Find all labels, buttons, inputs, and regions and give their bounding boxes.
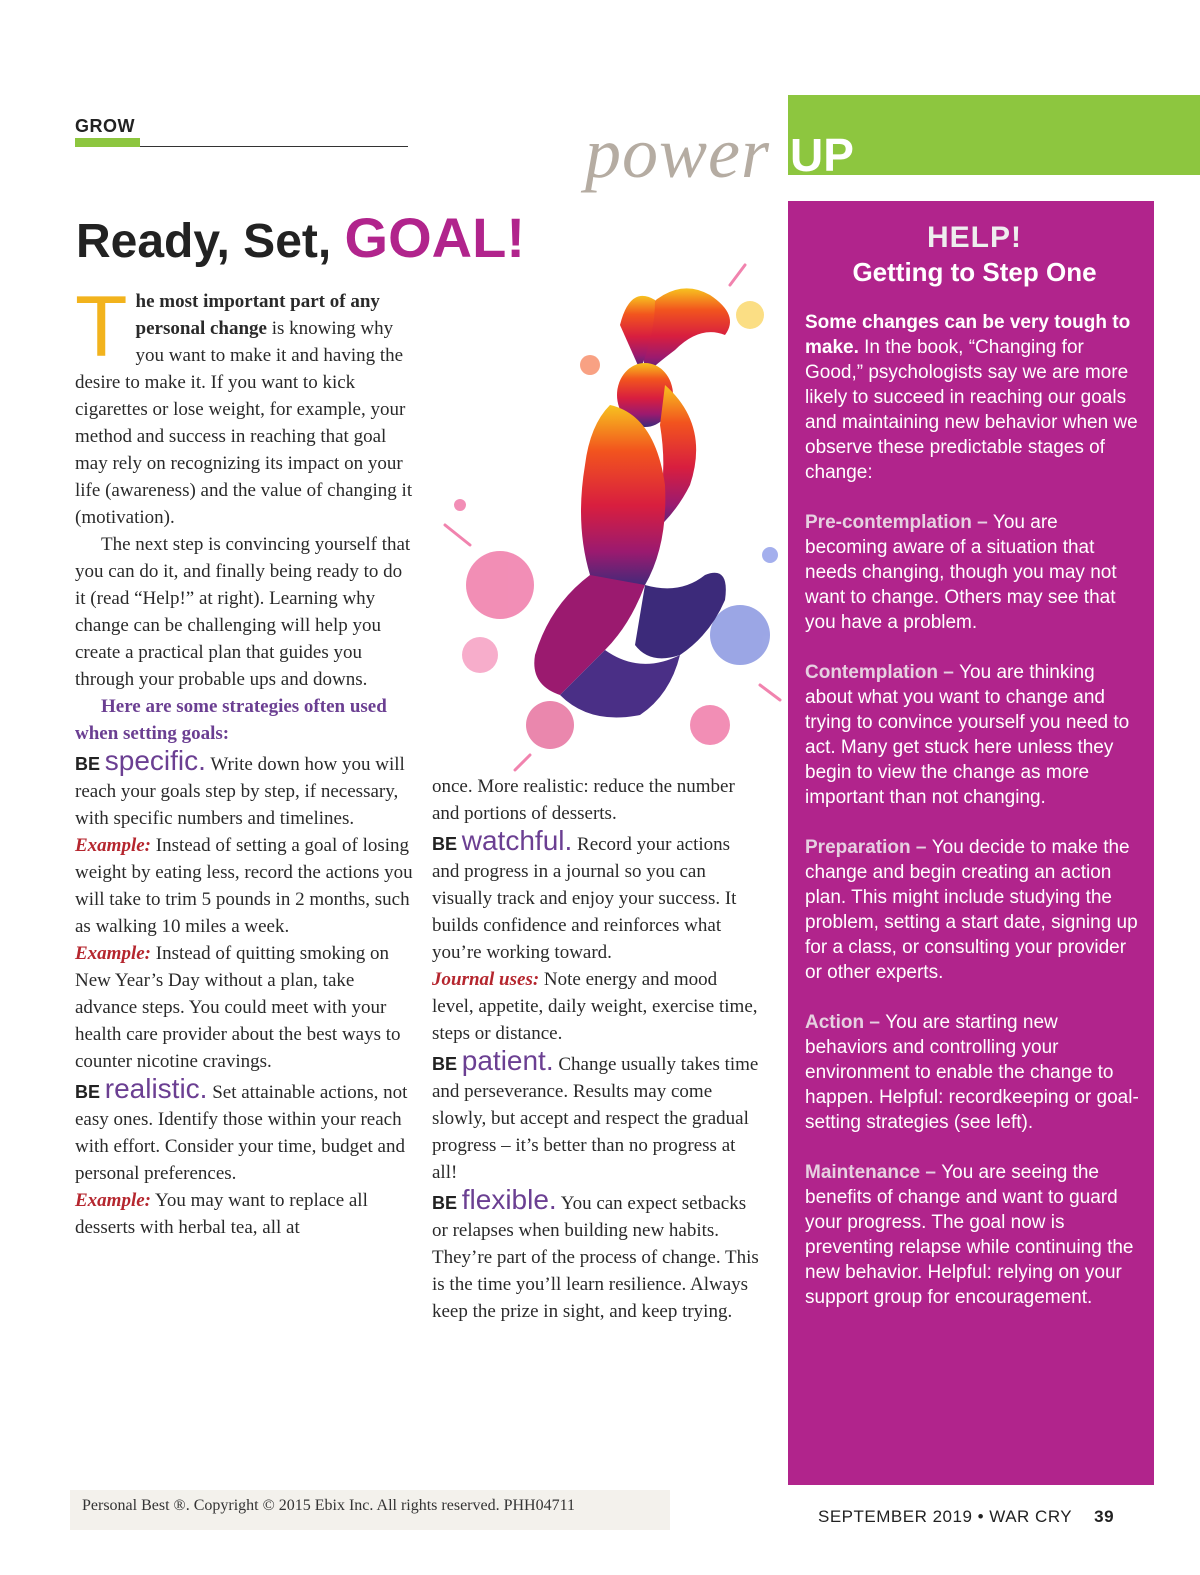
be-specific — [75, 747, 415, 832]
help-sidebar — [788, 201, 1154, 1485]
lead-text: is knowing why you want to make it and having the desire to make it. If you want to kick cigarettes or lose weight, for example, your method and success in reaching that goal may rely on recognizing its impact on your life (awareness) and the value of changing it (motivation). — [75, 318, 413, 528]
stage-text: You are becoming aware of a situation that needs changing, though you may not want to change. Others may see that you have a problem. — [805, 512, 1117, 633]
title-part1: Ready, Set, — [76, 215, 345, 268]
stage-precontemplation — [805, 510, 1144, 635]
sidebar-title: HELP! — [927, 221, 1022, 254]
example-text: Instead of setting a goal of losing weight by eating less, record the actions you will take to trim 5 pounds in 2 months, such as walking 10 miles a week. — [75, 835, 413, 937]
copyright-footer: Personal Best ®. Copyright © 2015 Ebix Inc. All rights reserved. PHH04711 — [70, 1490, 670, 1530]
be-patient — [432, 1047, 762, 1186]
be-watchful — [432, 827, 762, 966]
paragraph-2: The next step is convincing yourself that you can do it, and finally being ready to do it (read “Help!” at right). Learning why change can be challenging will help you create a practical plan that guides you through your probable ups and downs. — [75, 534, 411, 690]
example-label: Example: — [75, 1190, 151, 1211]
stage-name: Pre-contemplation – — [805, 512, 993, 533]
specific-example-1 — [75, 832, 415, 940]
stage-name: Contemplation – — [805, 662, 960, 683]
example-label: Example: — [75, 835, 151, 856]
stage-text: You decide to make the change and begin creating an action plan. This might include studying the problem, setting a start date, signing up for a class, or consulting your provider or other experts. — [805, 837, 1138, 983]
be-realistic-text: Set attainable actions, not easy ones. Identify those within your reach with effort. Consider your time, budget and personal preferences. — [75, 1082, 408, 1184]
be-specific-text: Write down how you will reach your goals step by step, if necessary, with specific numbers and timelines. — [75, 754, 405, 829]
be-patient-word: patient. — [461, 1045, 554, 1076]
stage-maintenance — [805, 1160, 1144, 1310]
stage-contemplation — [805, 660, 1144, 810]
stage-name: Maintenance – — [805, 1162, 942, 1183]
sidebar-subtitle: Getting to Step One — [852, 257, 1097, 287]
stage-name: Preparation – — [805, 837, 932, 858]
be-watchful-text: Record your actions and progress in a journal so you can visually track and enjoy your success. It builds confidence and reinforces what you’re working toward. — [432, 834, 737, 963]
be-specific-word: specific. — [104, 745, 206, 776]
be-flexible-word: flexible. — [461, 1184, 557, 1215]
be-flexible — [432, 1186, 762, 1325]
sidebar-intro-bold: Some changes can be very tough to make. — [805, 312, 1131, 358]
stage-text: You are starting new behaviors and controlling your environment to enable the change to happen. Helpful: recordkeeping or goal-setting strategies (see left). — [805, 1012, 1139, 1133]
example-text: Instead of quitting smoking on New Year’s Day without a plan, take advance steps. You could meet with your health care provider about the best ways to counter nicotine cravings. — [75, 943, 401, 1072]
col2-continuation: once. More realistic: reduce the number and portions of desserts. — [432, 776, 735, 824]
lead-paragraph — [75, 279, 415, 531]
section-rule — [140, 146, 408, 147]
be-label: BE — [432, 834, 458, 854]
journal-uses-text: Note energy and mood level, appetite, daily weight, exercise time, steps or distance. — [432, 969, 758, 1044]
be-label: BE — [432, 1193, 458, 1213]
stage-action — [805, 1010, 1144, 1135]
be-label: BE — [75, 1082, 101, 1102]
section-accent-bar — [75, 138, 140, 147]
issue-label: SEPTEMBER 2019 • WAR CRY — [818, 1507, 1073, 1526]
stage-name: Action – — [805, 1012, 886, 1033]
example-label: Example: — [75, 943, 151, 964]
stage-text: You are seeing the benefits of change and want to guard your progress. The goal now is preventing relapse while continuing the new behavior. Helpful: relying on your support group for encouragement. — [805, 1162, 1134, 1308]
be-flexible-text: You can expect setbacks or relapses when building new habits. They’re part of the process of change. This is the time you’ll learn resilience. Always keep the prize in sight, and keep trying. — [432, 1193, 759, 1322]
be-label: BE — [75, 754, 101, 774]
example-text: You may want to replace all desserts with herbal tea, all at — [75, 1190, 368, 1238]
realistic-example — [75, 1187, 415, 1241]
power-up-text: UP — [790, 129, 854, 181]
title-goal: GOAL! — [344, 206, 525, 269]
specific-example-2 — [75, 940, 415, 1075]
journal-uses — [432, 966, 762, 1047]
be-patient-text: Change usually takes time and perseverance. Results may come slowly, but accept and respect the gradual progress – it’s better than no progress at all! — [432, 1054, 759, 1183]
jumping-woman-illustration — [440, 255, 785, 775]
be-realistic-word: realistic. — [104, 1073, 208, 1104]
article-column-2 — [432, 773, 762, 1325]
page-number: 39 — [1094, 1507, 1115, 1526]
sidebar-intro — [805, 310, 1144, 485]
lead-bold: he most important part of any personal change — [135, 291, 380, 339]
strategies-intro: Here are some strategies often used when setting goals: — [75, 696, 387, 744]
section-label: GROW — [75, 116, 135, 136]
issue-footer — [818, 1507, 1114, 1527]
power-script-text: power — [585, 113, 770, 193]
sidebar-intro-text: In the book, “Changing for Good,” psychologists say we are more likely to succeed in reaching our goals and maintaining new behavior when we observe these predictable stages of change: — [805, 337, 1138, 483]
be-realistic — [75, 1075, 415, 1187]
drop-cap: T — [75, 279, 128, 375]
stage-preparation — [805, 835, 1144, 985]
be-watchful-word: watchful. — [461, 825, 573, 856]
stage-text: You are thinking about what you want to change and trying to convince yourself you need to act. Many get stuck here unless they begin to view the change as more important than not changing. — [805, 662, 1130, 808]
article-column-1 — [75, 279, 415, 1241]
journal-uses-label: Journal uses: — [432, 969, 540, 990]
be-label: BE — [432, 1054, 458, 1074]
